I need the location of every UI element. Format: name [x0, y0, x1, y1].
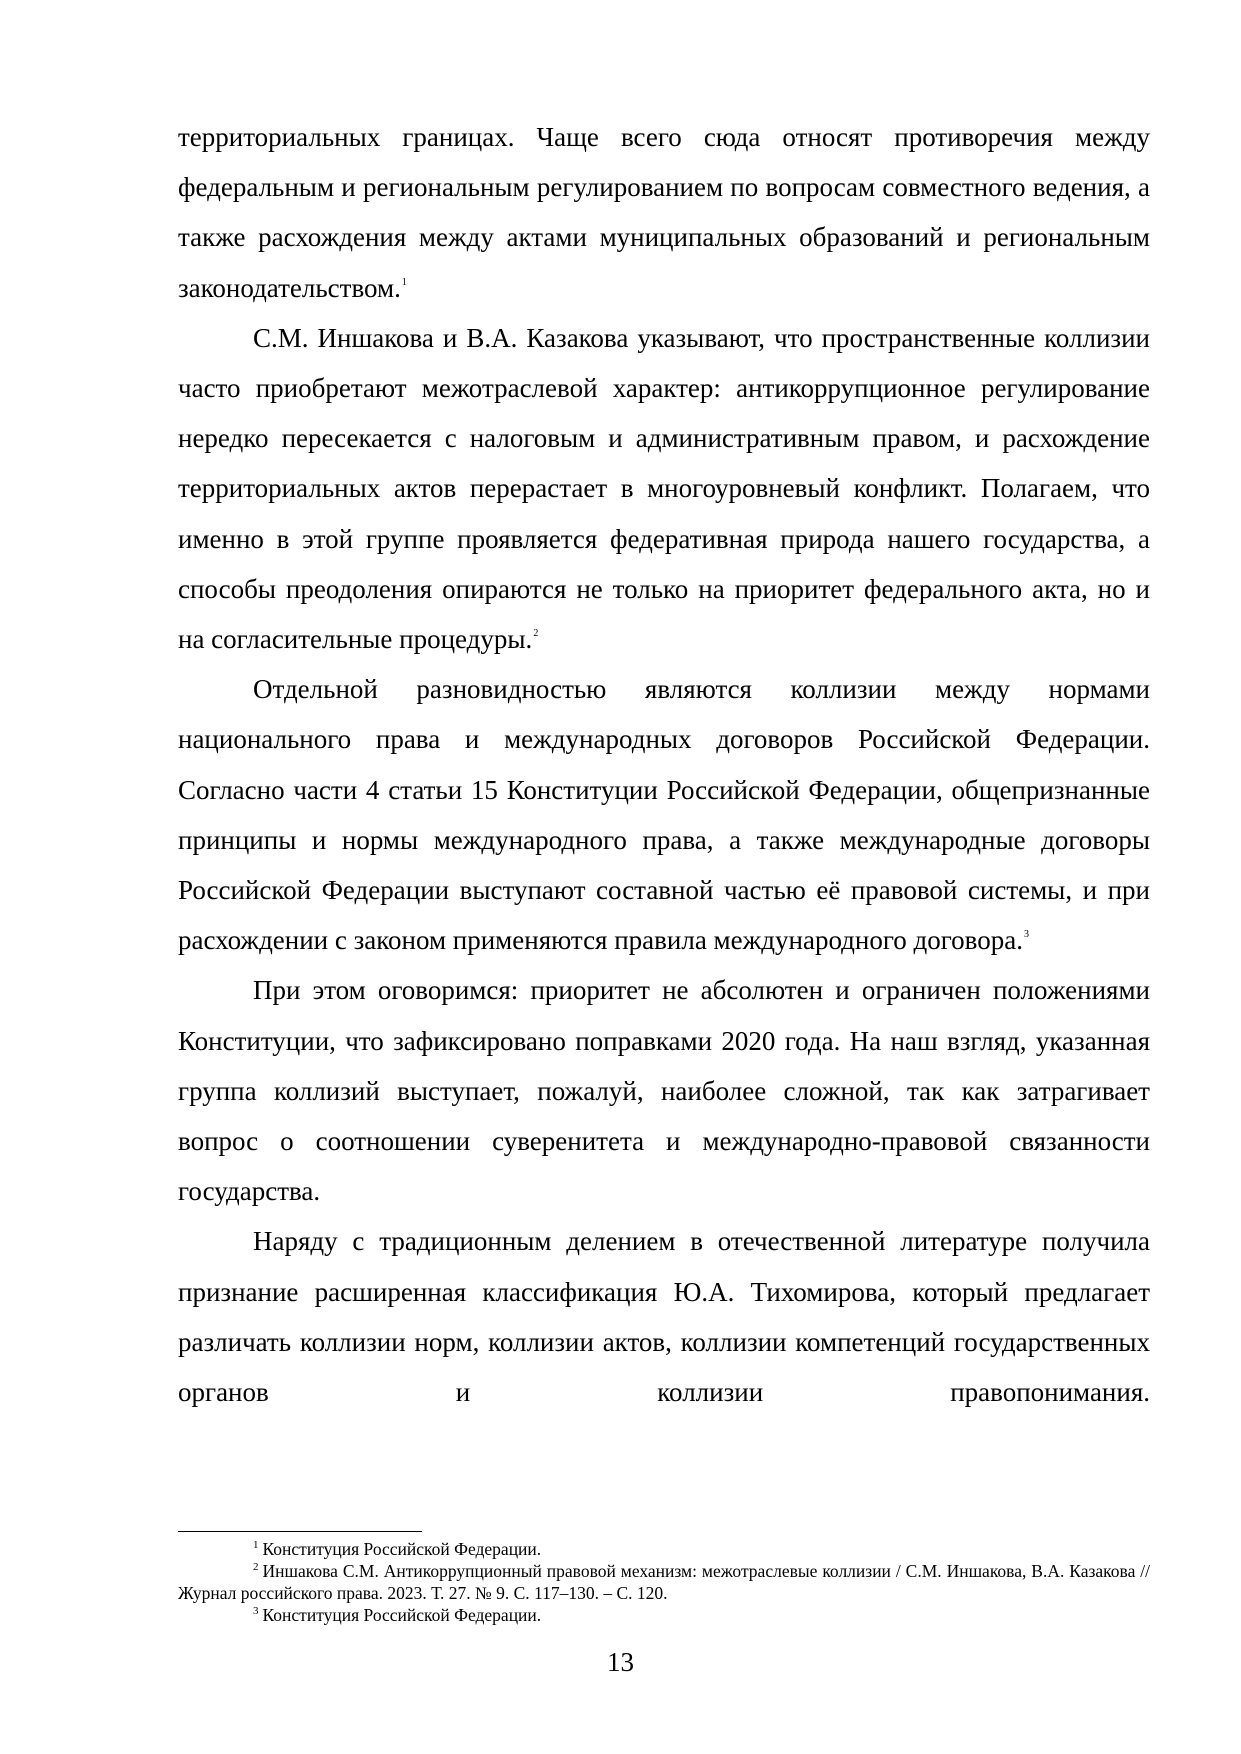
footnote-separator [178, 1531, 422, 1532]
footnote-text-2: Иншакова С.М. Антикоррупционный правовой механизм: межотраслевые коллизии / С.М. Иншакова, В.А. Казакова // Журнал российского права. 2023. Т. 27. № 9. С. 117–130. – С. 120. [178, 1561, 1150, 1603]
paragraph-1-text: территориальных границах. Чаще всего сюда относят противоречия между федеральным и региональным регулированием по вопросам совместного ведения, а также расхождения между актами муниципальных образований и региональным законодательством. [178, 122, 1150, 303]
main-text [178, 112, 1150, 1417]
paragraph-1 [178, 112, 1150, 313]
footnote-ref-1[interactable]: 1 [401, 276, 407, 288]
paragraph-2 [178, 313, 1150, 664]
paragraph-5 [178, 1216, 1150, 1417]
footnote-ref-2[interactable]: 2 [533, 628, 539, 640]
footnote-text-3: Конституция Российской Федерации. [262, 1605, 542, 1625]
footnote-1 [178, 1538, 1150, 1560]
paragraph-4 [178, 965, 1150, 1216]
footnote-mark-3: 3 [253, 1605, 259, 1617]
footnote-ref-3[interactable]: 3 [1023, 929, 1029, 941]
paragraph-3-text: Отдельной разновидностью являются коллизии между нормами национального права и международных договоров Российской Федерации. Согласно части 4 статьи 15 Конституции Российской Федерации, общепризнанные принципы и нормы международного права, а также международные договоры Российской Федерации выступают составной частью её правовой системы, и при расхождении с законом применяются правила международного договора. [178, 674, 1150, 956]
footnote-2 [178, 1560, 1150, 1604]
paragraph-5-text: Наряду с традиционным делением в отечественной литературе получила признание расширенная классификация Ю.А. Тихомирова, который предлагает различать коллизии норм, коллизии актов, коллизии компетенций государственных органов и коллизии правопонимания. [178, 1226, 1150, 1408]
footnote-text-1: Конституция Российской Федерации. [262, 1539, 542, 1559]
footnotes [178, 1538, 1150, 1626]
page-number: 13 [607, 1647, 634, 1677]
footnote-3 [178, 1604, 1150, 1626]
footnote-mark-1: 1 [253, 1539, 259, 1551]
paragraph-2-text: С.М. Иншакова и В.А. Казакова указывают, что пространственные коллизии часто приобретают межотраслевой характер: антикоррупционное регулирование нередко пересекается с налоговым и административным правом, и расхождение территориальных актов перерастает в многоуровневый конфликт. Полагаем, что именно в этой группе проявляется федеративная природа нашего государства, а способы преодоления опираются не только на приоритет федерального акта, но и на согласительные процедуры. [178, 322, 1150, 655]
footnote-mark-2: 2 [253, 1561, 259, 1573]
paragraph-4-text: При этом оговоримся: приоритет не абсолютен и ограничен положениями Конституции, что зафиксировано поправками 2020 года. На наш взгляд, указанная группа коллизий выступает, пожалуй, наиболее сложной, так как затрагивает вопрос о соотношении суверенитета и международно-правовой связанности государства. [178, 975, 1150, 1207]
paragraph-3 [178, 664, 1150, 965]
